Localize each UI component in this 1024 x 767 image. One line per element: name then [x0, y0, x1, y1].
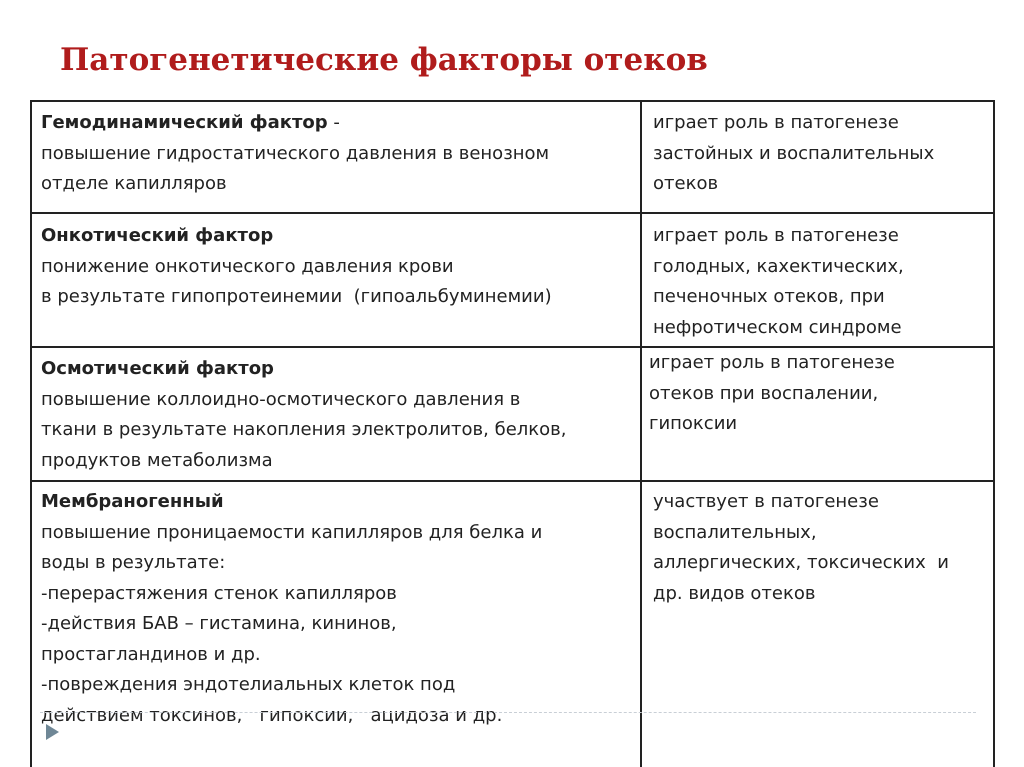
factor-cell: [41, 487, 542, 731]
role-cell: [653, 108, 934, 200]
role-line: отеков: [653, 173, 719, 194]
role-line: нефротическом синдроме: [653, 316, 902, 338]
role-line: голодных, кахектических,: [653, 255, 904, 277]
factor-desc-line: действием токсинов, гипоксии, ацидоза и др.: [41, 704, 503, 726]
factor-desc-line: -действия БАВ – гистамина, кининов,: [41, 613, 397, 634]
factor-desc-line: понижение онкотического давления крови: [41, 255, 454, 277]
factor-cell: [41, 354, 567, 476]
play-arrow-icon[interactable]: [46, 724, 59, 740]
role-cell: [653, 487, 949, 609]
role-line: печеночных отеков, при: [653, 286, 885, 307]
factor-desc-line: повышение гидростатического давления в венозном: [41, 142, 550, 164]
role-line: гипоксии: [649, 413, 738, 434]
factor-desc-line: простагландинов и др.: [41, 643, 261, 665]
role-cell: [649, 348, 895, 440]
role-line: отеков при воспалении,: [649, 382, 879, 404]
factor-cell: [41, 108, 549, 200]
role-line: играет роль в патогенезе: [649, 352, 895, 373]
factor-name: Гемодинамический фактор: [41, 112, 328, 133]
role-line: застойных и воспалительных: [653, 142, 935, 164]
table-border-left: [30, 100, 32, 767]
factor-desc-line: -перерастяжения стенок капилляров: [41, 582, 397, 604]
factor-desc-line: повышение коллоидно-осмотического давления в: [41, 388, 521, 410]
table-row-divider: [30, 480, 995, 482]
role-line: участвует в патогенезе: [653, 491, 879, 512]
factor-name: Онкотический фактор: [41, 225, 274, 246]
factor-desc-line: -повреждения эндотелиальных клеток под: [41, 674, 456, 695]
factor-cell: [41, 221, 552, 313]
factor-desc-line: в результате гипопротеинемии (гипоальбуминемии): [41, 286, 552, 307]
slide-footer-divider: [40, 712, 976, 713]
page-title: Патогенетические факторы отеков: [60, 42, 708, 78]
factor-name: Мембраногенный: [41, 491, 224, 512]
role-line: играет роль в патогенезе: [653, 112, 899, 133]
role-cell: [653, 221, 904, 343]
factor-name: Осмотический фактор: [41, 358, 274, 379]
table-row-divider: [30, 212, 995, 214]
factor-desc-line: повышение проницаемости капилляров для белка и: [41, 521, 543, 543]
factor-desc-line: ткани в результате накопления электролитов, белков,: [41, 419, 567, 440]
table-column-divider: [640, 100, 642, 767]
role-line: др. видов отеков: [653, 582, 816, 604]
factor-desc-line: отделе капилляров: [41, 173, 227, 194]
role-line: аллергических, токсических и: [653, 552, 949, 573]
role-line: воспалительных,: [653, 521, 817, 543]
table-border-top: [30, 100, 995, 102]
factor-desc-line: воды в результате:: [41, 552, 226, 573]
role-line: играет роль в патогенезе: [653, 225, 899, 246]
table-border-right: [993, 100, 995, 767]
factor-name-suffix: -: [327, 112, 340, 133]
factor-desc-line: продуктов метаболизма: [41, 449, 273, 471]
